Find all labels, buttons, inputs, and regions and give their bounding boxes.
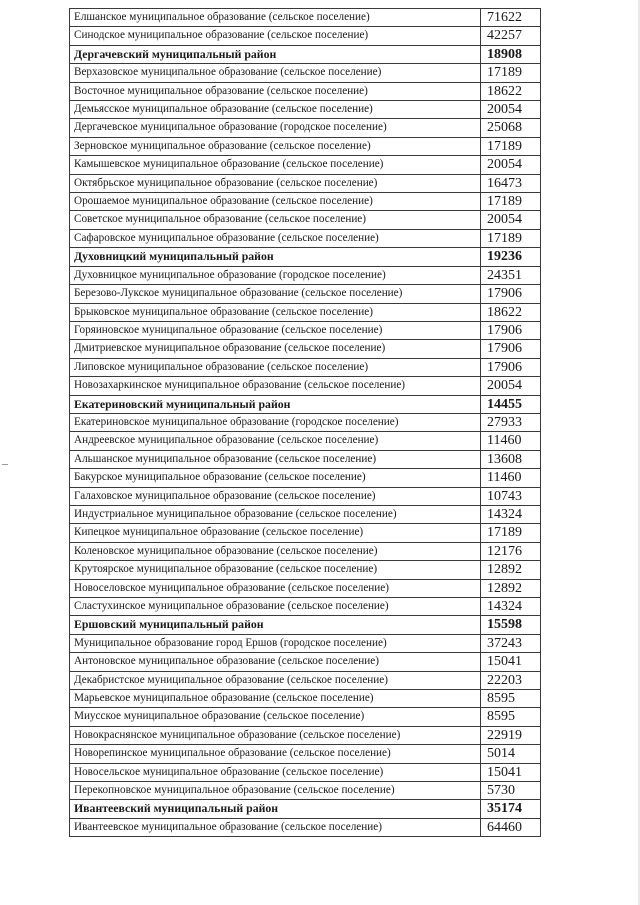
district-row <box>70 395 541 413</box>
district-name: Ивантеевский муниципальный район <box>70 800 481 818</box>
municipality-value: 17189 <box>481 524 541 542</box>
district-value: 15598 <box>481 616 541 634</box>
municipality-name: Липовское муниципальное образование (сельское поселение) <box>70 358 481 376</box>
municipality-name: Октябрьское муниципальное образование (сельское поселение) <box>70 174 481 192</box>
district-value: 19236 <box>481 248 541 266</box>
municipality-name: Синодское муниципальное образование (сельское поселение) <box>70 27 481 45</box>
table-row <box>70 193 541 211</box>
table-row <box>70 542 541 560</box>
table-row <box>70 340 541 358</box>
municipality-name: Камышевское муниципальное образование (сельское поселение) <box>70 156 481 174</box>
table-row <box>70 82 541 100</box>
table-row <box>70 101 541 119</box>
municipality-value: 8595 <box>481 690 541 708</box>
municipality-value: 17189 <box>481 229 541 247</box>
table-row <box>70 27 541 45</box>
district-row <box>70 248 541 266</box>
municipality-value: 11460 <box>481 432 541 450</box>
municipality-value: 20054 <box>481 377 541 395</box>
municipality-value: 20054 <box>481 211 541 229</box>
table-row <box>70 653 541 671</box>
municipality-name: Екатериновское муниципальное образование (городское поселение) <box>70 413 481 431</box>
municipality-value: 14324 <box>481 598 541 616</box>
district-row <box>70 800 541 818</box>
table-row <box>70 763 541 781</box>
municipality-value: 5014 <box>481 745 541 763</box>
municipality-value: 17906 <box>481 340 541 358</box>
municipality-name: Дмитриевское муниципальное образование (сельское поселение) <box>70 340 481 358</box>
municipality-value: 12892 <box>481 579 541 597</box>
table-row <box>70 229 541 247</box>
municipality-name: Советское муниципальное образование (сельское поселение) <box>70 211 481 229</box>
table-row <box>70 413 541 431</box>
municipality-value: 27933 <box>481 413 541 431</box>
municipality-value: 18622 <box>481 82 541 100</box>
table-row <box>70 708 541 726</box>
municipality-name: Зерновское муниципальное образование (сельское поселение) <box>70 137 481 155</box>
municipality-value: 15041 <box>481 653 541 671</box>
district-row <box>70 45 541 63</box>
municipality-name: Андреевское муниципальное образование (сельское поселение) <box>70 432 481 450</box>
district-value: 14455 <box>481 395 541 413</box>
municipality-value: 17906 <box>481 285 541 303</box>
municipality-name: Орошаемое муниципальное образование (сельское поселение) <box>70 193 481 211</box>
municipality-name: Новорепинское муниципальное образование (сельское поселение) <box>70 745 481 763</box>
municipality-value: 20054 <box>481 101 541 119</box>
table-row <box>70 818 541 836</box>
table-row <box>70 524 541 542</box>
municipality-value: 22919 <box>481 726 541 744</box>
table-row <box>70 450 541 468</box>
municipality-value: 17189 <box>481 137 541 155</box>
municipality-value: 25068 <box>481 119 541 137</box>
municipality-name: Декабристское муниципальное образование (сельское поселение) <box>70 671 481 689</box>
table-row <box>70 9 541 27</box>
municipality-name: Альшанское муниципальное образование (сельское поселение) <box>70 450 481 468</box>
municipality-name: Горяиновское муниципальное образование (сельское поселение) <box>70 321 481 339</box>
municipality-value: 14324 <box>481 505 541 523</box>
table-row <box>70 377 541 395</box>
table-row <box>70 285 541 303</box>
municipality-value: 71622 <box>481 9 541 27</box>
municipality-value: 12176 <box>481 542 541 560</box>
municipality-name: Кипецкое муниципальное образование (сельское поселение) <box>70 524 481 542</box>
municipality-name: Верхазовское муниципальное образование (сельское поселение) <box>70 64 481 82</box>
table-row <box>70 266 541 284</box>
table-row <box>70 782 541 800</box>
municipality-name: Ивантеевское муниципальное образование (сельское поселение) <box>70 818 481 836</box>
table-row <box>70 726 541 744</box>
municipality-name: Новозахаркинское муниципальное образование (сельское поселение) <box>70 377 481 395</box>
municipality-name: Сластухинское муниципальное образование (сельское поселение) <box>70 598 481 616</box>
scan-mark <box>2 464 8 465</box>
municipality-value: 13608 <box>481 450 541 468</box>
table-row <box>70 745 541 763</box>
district-row <box>70 616 541 634</box>
municipality-name: Брыковское муниципальное образование (сельское поселение) <box>70 303 481 321</box>
district-name: Духовницкий муниципальный район <box>70 248 481 266</box>
table-row <box>70 432 541 450</box>
table-row <box>70 358 541 376</box>
table-row <box>70 690 541 708</box>
district-value: 35174 <box>481 800 541 818</box>
municipality-value: 8595 <box>481 708 541 726</box>
municipality-name: Дергачевское муниципальное образование (городское поселение) <box>70 119 481 137</box>
municipality-value: 5730 <box>481 782 541 800</box>
municipality-name: Новоселовское муниципальное образование (сельское поселение) <box>70 579 481 597</box>
table-row <box>70 303 541 321</box>
municipality-name: Крутоярское муниципальное образование (сельское поселение) <box>70 561 481 579</box>
table-body <box>70 9 541 837</box>
table-row <box>70 137 541 155</box>
municipality-name: Миусское муниципальное образование (сельское поселение) <box>70 708 481 726</box>
municipality-name: Духовницкое муниципальное образование (городское поселение) <box>70 266 481 284</box>
municipality-value: 37243 <box>481 634 541 652</box>
municipality-value: 17189 <box>481 64 541 82</box>
district-name: Дергачевский муниципальный район <box>70 45 481 63</box>
municipality-value: 12892 <box>481 561 541 579</box>
municipality-name: Сафаровское муниципальное образование (сельское поселение) <box>70 229 481 247</box>
table-row <box>70 64 541 82</box>
municipality-name: Березово-Лукское муниципальное образование (сельское поселение) <box>70 285 481 303</box>
table-row <box>70 505 541 523</box>
table-row <box>70 321 541 339</box>
municipality-name: Демьясское муниципальное образование (сельское поселение) <box>70 101 481 119</box>
municipality-value: 20054 <box>481 156 541 174</box>
municipality-name: Антоновское муниципальное образование (сельское поселение) <box>70 653 481 671</box>
municipality-name: Новокраснянское муниципальное образование (сельское поселение) <box>70 726 481 744</box>
table-row <box>70 156 541 174</box>
municipality-name: Муниципальное образование город Ершов (городское поселение) <box>70 634 481 652</box>
table-row <box>70 211 541 229</box>
municipality-value: 18622 <box>481 303 541 321</box>
municipality-name: Индустриальное муниципальное образование (сельское поселение) <box>70 505 481 523</box>
municipality-value: 17189 <box>481 193 541 211</box>
municipality-value: 42257 <box>481 27 541 45</box>
municipality-value: 15041 <box>481 763 541 781</box>
district-name: Ершовский муниципальный район <box>70 616 481 634</box>
municipality-value: 16473 <box>481 174 541 192</box>
municipality-value: 17906 <box>481 358 541 376</box>
table-row <box>70 119 541 137</box>
table-row <box>70 598 541 616</box>
table-row <box>70 561 541 579</box>
municipality-value: 64460 <box>481 818 541 836</box>
municipality-name: Марьевское муниципальное образование (сельское поселение) <box>70 690 481 708</box>
district-name: Екатериновский муниципальный район <box>70 395 481 413</box>
table-row <box>70 634 541 652</box>
table-row <box>70 579 541 597</box>
table-row <box>70 174 541 192</box>
municipality-name: Галаховское муниципальное образование (сельское поселение) <box>70 487 481 505</box>
municipality-name: Перекопновское муниципальное образование (сельское поселение) <box>70 782 481 800</box>
district-value: 18908 <box>481 45 541 63</box>
table-row <box>70 671 541 689</box>
municipality-value: 11460 <box>481 469 541 487</box>
municipality-name: Елшанское муниципальное образование (сельское поселение) <box>70 9 481 27</box>
municipality-name: Новосельское муниципальное образование (сельское поселение) <box>70 763 481 781</box>
municipality-name: Бакурское муниципальное образование (сельское поселение) <box>70 469 481 487</box>
municipality-name: Коленовское муниципальное образование (сельское поселение) <box>70 542 481 560</box>
table-row <box>70 469 541 487</box>
municipality-value: 17906 <box>481 321 541 339</box>
municipality-name: Восточное муниципальное образование (сельское поселение) <box>70 82 481 100</box>
municipality-value: 24351 <box>481 266 541 284</box>
municipality-value: 22203 <box>481 671 541 689</box>
table-row <box>70 487 541 505</box>
municipality-value: 10743 <box>481 487 541 505</box>
municipal-values-table <box>69 8 541 837</box>
